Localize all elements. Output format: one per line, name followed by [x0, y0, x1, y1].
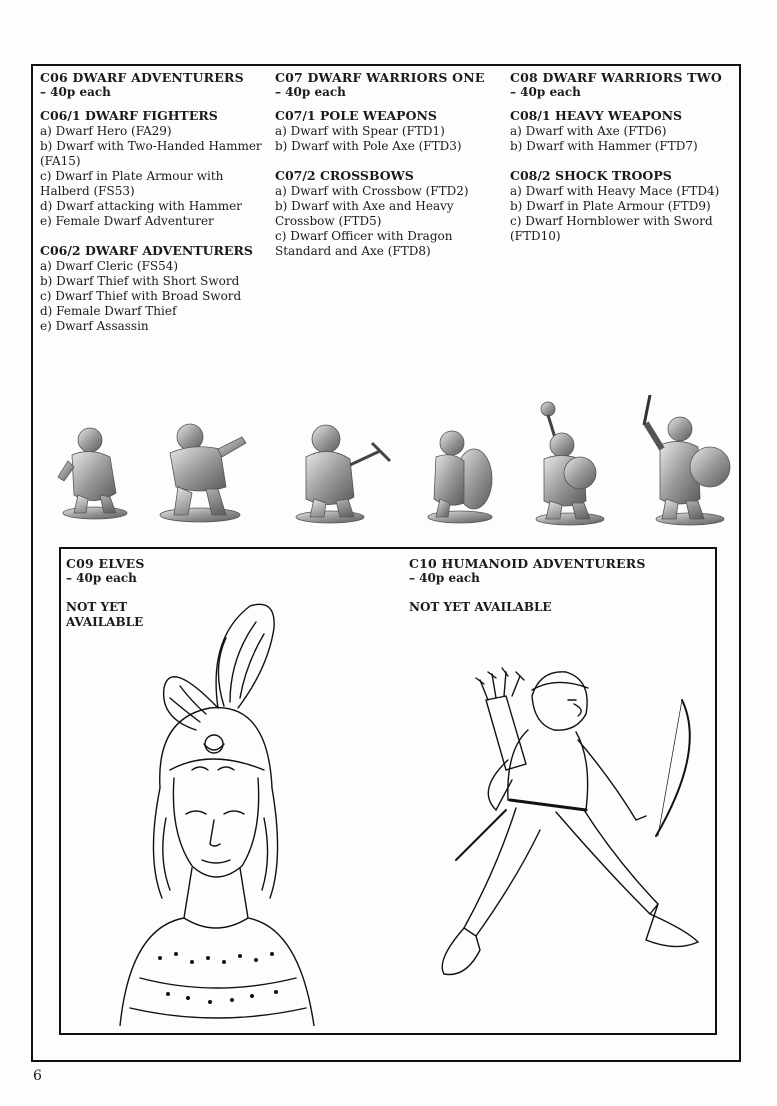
c06-2-item: d) Female Dwarf Thief: [40, 304, 177, 318]
c06-1-item: b) Dwarf with Two-Handed Hammer (FA15): [40, 139, 262, 168]
miniature-figure-6: [644, 395, 730, 525]
miniature-figure-2: [160, 424, 246, 522]
c06-price: – 40p each: [40, 85, 111, 99]
c10-column: [409, 556, 709, 627]
c06-1-item: d) Dwarf attacking with Hammer: [40, 199, 242, 213]
dwarf-miniatures-photo: [50, 395, 740, 535]
c06-1-item: c) Dwarf in Plate Armour with Halberd (FS53): [40, 169, 224, 198]
miniature-figure-4: [428, 431, 492, 523]
c09-title: C09 ELVES: [66, 556, 145, 571]
c07-1-title: C07/1 POLE WEAPONS: [275, 108, 437, 123]
c10-price: – 40p each: [409, 571, 480, 585]
chainmail-pattern: [158, 952, 278, 1004]
miniature-figure-3: [296, 425, 390, 523]
c06-2-item: a) Dwarf Cleric (FS54): [40, 259, 179, 273]
c07-1-item: a) Dwarf with Spear (FTD1): [275, 124, 445, 138]
c07-price: – 40p each: [275, 85, 346, 99]
humanoid-archer-illustration: [436, 660, 706, 982]
c08-2-title: C08/2 SHOCK TROOPS: [510, 168, 672, 183]
c10-availability: NOT YET AVAILABLE: [409, 600, 552, 614]
c06-1-item: e) Female Dwarf Adventurer: [40, 214, 214, 228]
c10-title: C10 HUMANOID ADVENTURERS: [409, 556, 646, 571]
page-number: 6: [33, 1068, 42, 1084]
c08-1-title: C08/1 HEAVY WEAPONS: [510, 108, 683, 123]
c06-1-title: C06/1 DWARF FIGHTERS: [40, 108, 218, 123]
c06-title: C06 DWARF ADVENTURERS: [40, 70, 244, 85]
c06-2-item: c) Dwarf Thief with Broad Sword: [40, 289, 242, 303]
c08-2-item: b) Dwarf in Plate Armour (FTD9): [510, 199, 711, 213]
c07-2-title: C07/2 CROSSBOWS: [275, 168, 414, 183]
elf-warrior-illustration: [100, 598, 320, 1026]
c08-1-item: b) Dwarf with Hammer (FTD7): [510, 139, 698, 153]
c09-availability: NOT YET AVAILABLE: [66, 600, 144, 629]
c08-column: [510, 70, 736, 244]
c06-1-item: a) Dwarf Hero (FA29): [40, 124, 172, 138]
c07-2-item: b) Dwarf with Axe and Heavy Crossbow (FTD5): [275, 199, 454, 228]
c08-price: – 40p each: [510, 85, 581, 99]
c07-column: [275, 70, 503, 259]
c08-2-item: a) Dwarf with Heavy Mace (FTD4): [510, 184, 720, 198]
c08-2-item: c) Dwarf Hornblower with Sword (FTD10): [510, 214, 713, 243]
c06-2-item: b) Dwarf Thief with Short Sword: [40, 274, 240, 288]
c07-title: C07 DWARF WARRIORS ONE: [275, 70, 485, 85]
c06-2-item: e) Dwarf Assassin: [40, 319, 149, 333]
miniature-figure-5: [536, 402, 604, 525]
c09-price: – 40p each: [66, 571, 137, 585]
c07-2-item: a) Dwarf with Crossbow (FTD2): [275, 184, 469, 198]
c07-2-item: c) Dwarf Officer with Dragon Standard and Axe (FTD8): [275, 229, 453, 258]
c06-2-title: C06/2 DWARF ADVENTURERS: [40, 243, 253, 258]
c07-1-item: b) Dwarf with Pole Axe (FTD3): [275, 139, 462, 153]
c08-title: C08 DWARF WARRIORS TWO: [510, 70, 722, 85]
miniature-figure-1: [58, 428, 127, 519]
c08-1-item: a) Dwarf with Axe (FTD6): [510, 124, 667, 138]
c06-column: [40, 70, 268, 334]
